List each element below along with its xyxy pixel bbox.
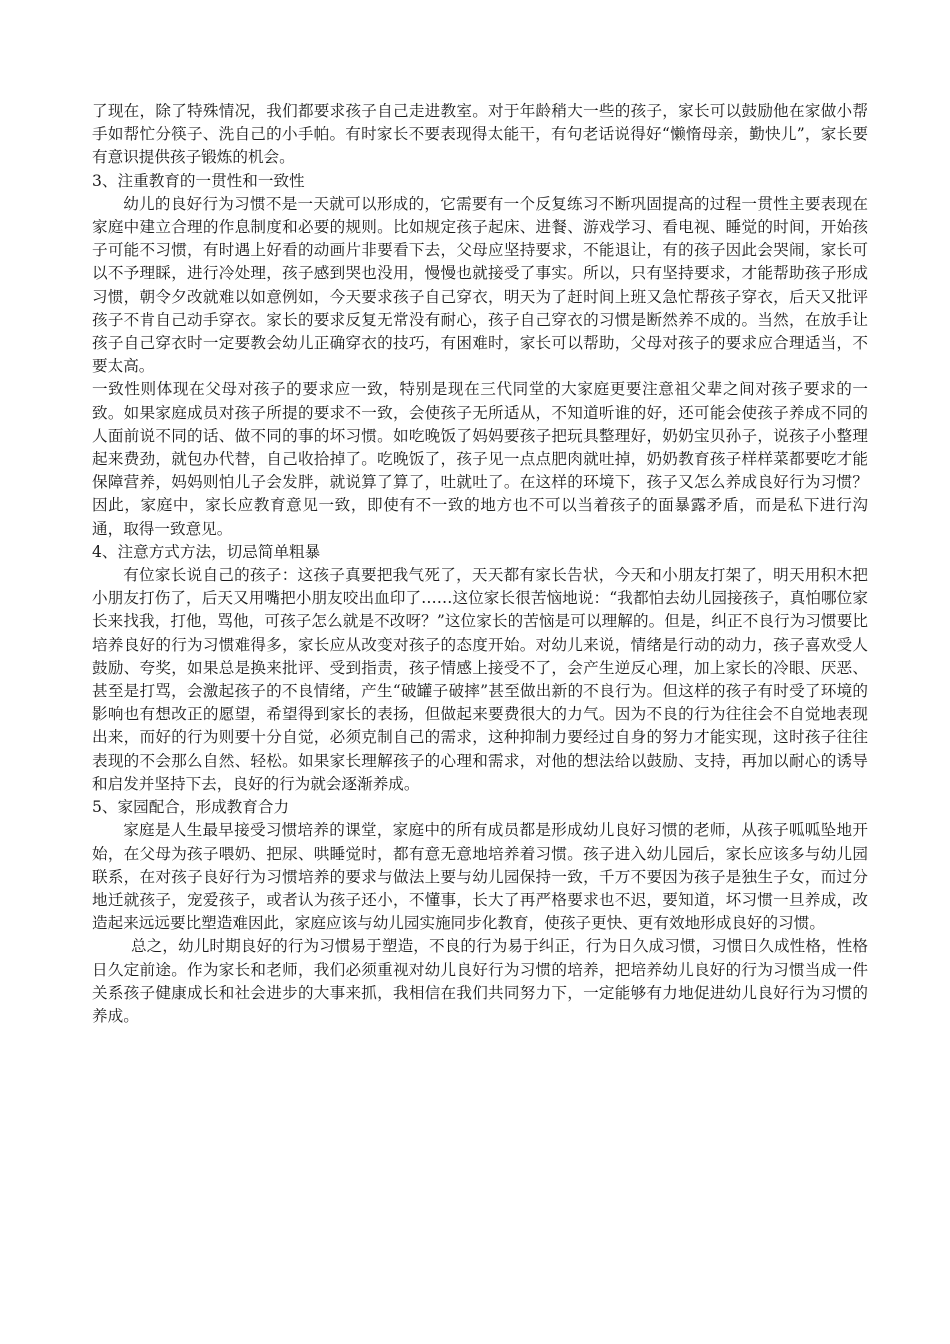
document-page [92, 100, 868, 1028]
section-heading-3: 3、注重教育的一贯性和一致性 [92, 171, 305, 190]
paragraph-home-school: 家庭是人生最早接受习惯培养的课堂，家庭中的所有成员都是形成幼儿良好习惯的老师，从孩子呱呱坠地开始，在父母为孩子喂奶、把尿、哄睡觉时，都有意无意地培养着习惯。孩子进入幼儿园后，家长应该多与幼儿园联系，在对孩子良好行为习惯培养的要求与做法上要与幼儿园保持一致，千万不要因为孩子是独生子女，而过分地迁就孩子，宠爱孩子，或者认为孩子还小，不懂事，长大了再严格要求也不迟，要知道，坏习惯一旦养成，改造起来远远要比塑造难因此，家庭应该与幼儿园实施同步化教育，使孩子更快、更有效地形成良好的习惯。 [92, 821, 868, 933]
paragraph-methods: 有位家长说自己的孩子：这孩子真要把我气死了，天天都有家长告状，今天和小朋友打架了，明天用积木把小朋友打伤了，后天又用嘴把小朋友咬出血印了……这位家长很苦恼地说：“我都怕去幼儿园接孩子，真怕哪位家长来找我，打他，骂他，可孩子怎么就是不改呀？”这位家长的苦恼是可以理解的。但是，纠正不良行为习惯要比培养良好的行为习惯难得多，家长应从改变对孩子的态度开始。对幼儿来说，情绪是行动的动力，孩子喜欢受人鼓励、夸奖，如果总是换来批评、受到指责，孩子情感上接受不了，会产生逆反心理，加上家长的冷眼、厌恶、甚至是打骂，会激起孩子的不良情绪，产生“破罐子破摔”甚至做出新的不良行为。但这样的孩子有时受了环境的影响也有想改正的愿望，希望得到家长的表扬，但做起来要费很大的力气。因为不良的行为往往会不自觉地表现出来，而好的行为则要十分自觉，必须克制自己的需求，这种抑制力要经过自身的努力才能实现，这时孩子往往表现的不会那么自然、轻松。如果家长理解孩子的心理和需求，对他的想法给以鼓励、支持，再加以耐心的诱导和启发并坚持下去，良好的行为就会逐渐养成。 [92, 566, 868, 793]
section-heading-5: 5、家园配合，形成教育合力 [92, 798, 290, 817]
paragraph-continued: 了现在，除了特殊情况，我们都要求孩子自己走进教室。对于年龄稍大一些的孩子，家长可以鼓励他在家做小帮手如帮忙分筷子、洗自己的小手帕。有时家长不要表现得太能干，有句老话说得好“懒惰母亲，勤快儿”，家长要有意识提供孩子锻炼的机会。 [92, 102, 868, 167]
paragraph-consistency: 幼儿的良好行为习惯不是一天就可以形成的，它需要有一个反复练习不断巩固提高的过程一贯性主要表现在家庭中建立合理的作息制度和必要的规则。比如规定孩子起床、进餐、游戏学习、看电视、睡觉的时间，开始孩子可能不习惯，有时遇上好看的动画片非要看下去，父母应坚持要求，不能退让，有的孩子因此会哭闹，家长可以不予理睬，进行冷处理，孩子感到哭也没用，慢慢也就接受了事实。所以，只有坚持要求，才能帮助孩子形成习惯，朝令夕改就难以如意例如，今天要求孩子自己穿衣，明天为了赶时间上班又急忙帮孩子穿衣，后天又批评孩子不肯自己动手穿衣。家长的要求反复无常没有耐心，孩子自己穿衣的习惯是断然养不成的。当然，在放手让孩子自己穿衣时一定要教会幼儿正确穿衣的技巧，有困难时，家长可以帮助，父母对孩子的要求应合理适当，不要太高。 [92, 194, 868, 376]
section-heading-4: 4、注意方式方法，切忌简单粗暴 [92, 542, 321, 561]
paragraph-conclusion: 总之，幼儿时期良好的行为习惯易于塑造，不良的行为易于纠正，行为日久成习惯，习惯日久成性格，性格日久定前途。作为家长和老师，我们必须重视对幼儿良好行为习惯的培养，把培养幼儿良好的行为习惯当成一件关系孩子健康成长和社会进步的大事来抓，我相信在我们共同努力下，一定能够有力地促进幼儿良好行为习惯的养成。 [92, 937, 868, 1025]
paragraph-uniformity: 一致性则体现在父母对孩子的要求应一致，特别是现在三代同堂的大家庭更要注意祖父辈之间对孩子要求的一致。如果家庭成员对孩子所提的要求不一致，会使孩子无所适从，不知道听谁的好，还可能会使孩子养成不同的人面前说不同的话、做不同的事的坏习惯。如吃晚饭了妈妈要孩子把玩具整理好，奶奶宝贝孙子，说孩子小整理起来费劲，就包办代替，自己收拾掉了。吃晚饭了，孩子见一点点肥肉就吐掉，奶奶教育孩子样样菜都要吃才能保障营养，妈妈则怕儿子会发胖，就说算了算了，吐就吐了。在这样的环境下，孩子又怎么养成良好行为习惯？因此，家庭中，家长应教育意见一致，即使有不一致的地方也不可以当着孩子的面暴露矛盾，而是私下进行沟通，取得一致意见。 [92, 380, 868, 538]
